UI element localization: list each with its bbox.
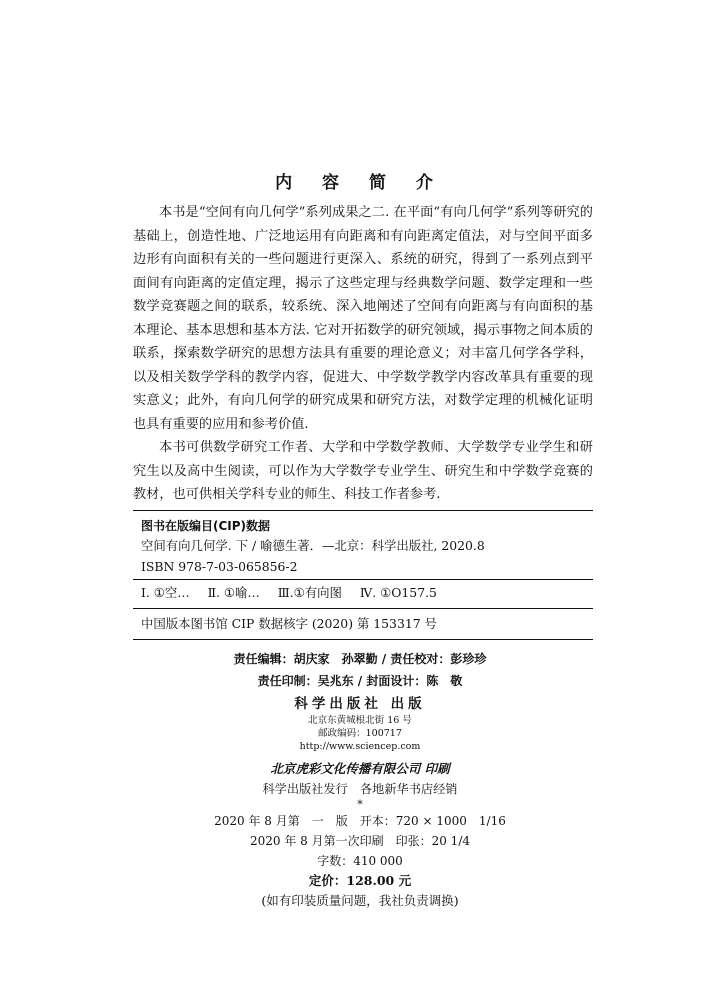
- page-title: 内 容 简 介: [275, 173, 445, 193]
- credits-line-2: 责任印制：吴兆东 / 封面设计：陈 敬: [257, 674, 463, 688]
- cip-classification: [141, 584, 593, 602]
- separator-star: *: [357, 798, 363, 811]
- publisher-block: [0, 694, 720, 911]
- printing-info: 2020 年 8 月第一次印刷 印张：20 1/4: [249, 834, 470, 848]
- price: 定价：128.00 元: [308, 873, 412, 888]
- classification-4: Ⅳ. ①O157.5: [359, 585, 437, 600]
- intro-paragraph-1: 本书是“空间有向几何学”系列成果之二. 在平面“有向几何学”系列等研究的基础上，创造性地、广泛地运用有向距离和有向距离定值法，对与空间平面多边形有向面积有关的一些问题进行更深入、系统的研究，得到了一系列点到平面间有向距离的定值定理，揭示了这些定理与经典数学问题、数学定理和一些数学竞赛题之间的联系，较系统、深入地阐述了空间有向距离与有向面积的基本理论、基本思想和基本方法. 它对开拓数学的研究领域，揭示事物之间本质的联系，探索数学研究的思想方法具有重要的理论意义；对丰富几何学各学科，以及相关数学学科的教学内容，促进大、中学数学教学内容改革具有重要的现实意义；此外，有向几何学的研究成果和研究方法，对数学定理的机械化证明也具有重要的应用和参考价值.: [133, 205, 593, 432]
- cip-mid-rule: [133, 579, 593, 580]
- edition-info: 2020 年 8 月第 一 版 开本：720 × 1000 1/16: [214, 814, 506, 828]
- cip-bottom-rule: [133, 639, 593, 640]
- publisher-name: 科学出版社 出版: [294, 696, 426, 712]
- classification-3: Ⅲ.①有向图: [277, 585, 342, 600]
- intro-paragraph-2: 本书可供数学研究工作者、大学和中学数学教师、大学数学专业学生和研究生以及高中生阅读，可以作为大学数学专业学生、研究生和中学数学竞赛的教材，也可供相关学科专业的师生、科技工作者参考.: [133, 440, 593, 502]
- classification-2: Ⅱ. ①喻…: [207, 585, 260, 600]
- editor-credits: [0, 648, 720, 692]
- classification-1: Ⅰ. ①空…: [141, 585, 190, 600]
- credits-line-1: 责任编辑：胡庆家 孙翠勤 / 责任校对：彭珍珍: [233, 652, 487, 666]
- quality-contact: (如有印装质量问题，我社负责调换): [261, 893, 459, 908]
- cip-top-rule: [133, 510, 593, 511]
- cip-heading: 图书在版编目(CIP)数据: [141, 519, 271, 533]
- cip-block: [133, 510, 593, 640]
- intro-body: [133, 201, 593, 507]
- distribution: 科学出版社发行 各地新华书店经销: [262, 782, 458, 796]
- word-count: 字数：410 000: [317, 854, 403, 868]
- cip-record: 空间有向几何学. 下 / 喻德生著．—北京：科学出版社, 2020.8: [141, 538, 485, 553]
- cip-isbn: ISBN 978-7-03-065856-2: [141, 559, 298, 574]
- publisher-postcode: 邮政编码：100717: [318, 728, 402, 739]
- printer-name: 北京虎彩文化传播有限公司 印刷: [270, 761, 450, 776]
- publisher-website: http://www.sciencep.com: [299, 741, 421, 752]
- publisher-address: 北京东黄城根北街 16 号: [308, 715, 412, 726]
- cip-mid-rule-2: [133, 608, 593, 609]
- cip-check-number: 中国版本图书馆 CIP 数据核字 (2020) 第 153317 号: [141, 616, 437, 631]
